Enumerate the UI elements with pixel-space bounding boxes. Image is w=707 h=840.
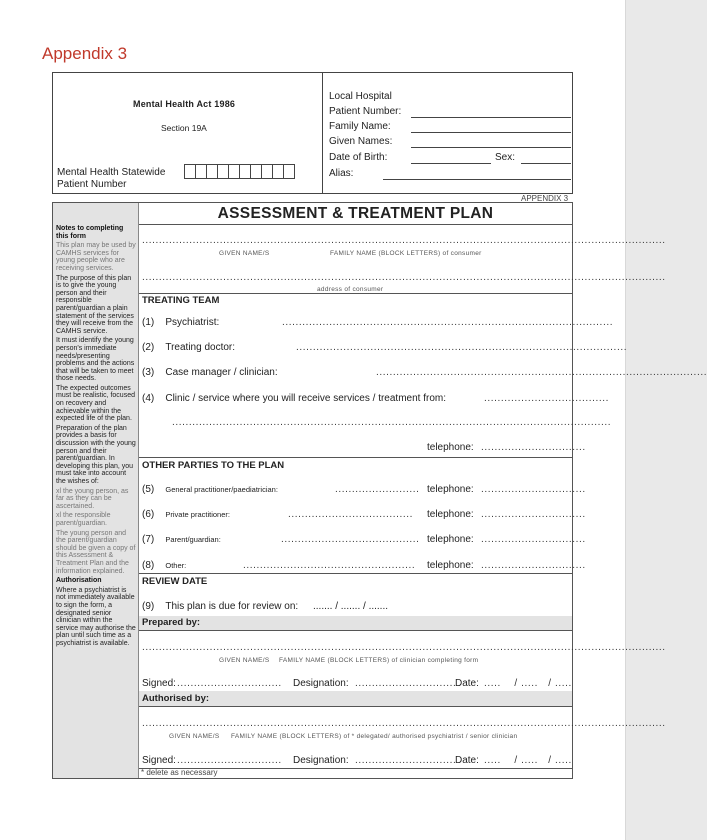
other-telephone-field[interactable]: ...............................	[481, 560, 586, 571]
telephone-label: telephone:	[427, 442, 474, 453]
note-paragraph: The expected outcomes must be realistic, focused on recovery and achievable within the expected life of the plan.	[56, 384, 135, 423]
patient-number-field[interactable]	[411, 117, 571, 118]
statewide-label	[57, 167, 165, 191]
treating-item-1	[142, 317, 219, 328]
authoriser-family-caption: FAMILY NAME (BLOCK LETTERS) of * delegated/ authorised psychiatrist / senior clinician	[231, 733, 518, 740]
psychiatrist-field[interactable]: ..................................................................................................	[282, 317, 614, 328]
note-paragraph: This plan may be used by CAMHS services for young people who are receiving services.	[56, 242, 136, 272]
authoriser-designation-label: Designation:	[293, 755, 349, 766]
act-section: Section 19A	[161, 123, 207, 133]
private-telephone-field[interactable]: ...............................	[481, 509, 586, 520]
item-label: Private practitioner:	[165, 510, 230, 519]
preparer-family-caption: FAMILY NAME (BLOCK LETTERS) of clinician completing form	[279, 657, 479, 664]
telephone-label: telephone:	[427, 534, 474, 545]
preparer-name-field[interactable]: ...........................................................................................................................................................	[142, 642, 666, 653]
authoriser-signature-field[interactable]: ...............................	[177, 755, 282, 766]
item-label: Treating doctor:	[165, 342, 236, 353]
note-paragraph: The purpose of this plan is to give the young person and their responsible parent/guardian a plain statement of the services they will receive from the CAMHS service.	[56, 274, 134, 335]
authoriser-name-field[interactable]: ...........................................................................................................................................................	[142, 718, 666, 729]
authoriser-given-caption: GIVEN NAME/S	[169, 733, 220, 740]
divider	[139, 293, 572, 294]
gp-telephone-field[interactable]: ...............................	[481, 484, 586, 495]
statewide-label-line2: Patient Number	[57, 179, 127, 190]
item-label: General practitioner/paediatrician:	[165, 485, 278, 494]
alias-field[interactable]	[383, 179, 571, 180]
item-label: This plan is due for review on:	[165, 601, 299, 612]
preparer-date-field[interactable]: ..... / ..... / .....	[484, 678, 572, 689]
authoriser-designation-field[interactable]: ..............................	[355, 755, 457, 766]
treating-doctor-field[interactable]: ..................................................................................................	[296, 342, 628, 353]
other-item-6	[142, 509, 230, 520]
item-number: (4)	[142, 393, 155, 404]
item-label: Clinic / service where you will receive services / treatment from:	[165, 393, 446, 404]
preparer-date-label: Date:	[455, 678, 479, 689]
item-label: Other:	[165, 561, 187, 570]
preparer-given-caption: GIVEN NAME/S	[219, 657, 270, 664]
sex-label: Sex:	[495, 152, 516, 163]
prepared-band	[139, 616, 572, 630]
divider	[139, 457, 572, 458]
review-item-9	[142, 601, 298, 612]
item-number: (9)	[142, 601, 155, 612]
note-paragraph: Preparation of the plan provides a basis for discussion with the young person and their parent/guardian. In developing this plan, you must take into account the wishes of:	[56, 424, 136, 485]
other-parties-heading: OTHER PARTIES TO THE PLAN	[142, 460, 285, 471]
case-manager-field[interactable]: ..................................................................................................	[376, 367, 707, 378]
note-paragraph: Where a psychiatrist is not immediately available to sign the form, a designated senior clinician within the service may authorise the plan until such time as a psychiatrist is available.	[56, 586, 136, 647]
private-practitioner-field[interactable]: .....................................	[288, 509, 413, 520]
clinic-telephone-field[interactable]: ...............................	[481, 442, 586, 453]
item-number: (2)	[142, 342, 155, 353]
hospital-panel	[325, 73, 573, 193]
assessment-form	[52, 202, 707, 779]
gp-field[interactable]: .........................	[335, 484, 420, 495]
other-item-5	[142, 484, 278, 495]
notes-heading: Notes to completing this form	[56, 225, 124, 240]
note-paragraph: The young person and the parent/guardian should be given a copy of this Assessment & Treatment Plan and the information explained.	[56, 529, 136, 575]
sex-field[interactable]	[521, 163, 571, 164]
dob-field[interactable]	[411, 163, 491, 164]
treating-item-3	[142, 367, 278, 378]
consumer-address-field[interactable]: ...........................................................................................................................................................	[142, 272, 666, 283]
dob-label: Date of Birth:	[329, 152, 388, 163]
item-number: (7)	[142, 534, 155, 545]
appendix-small-label: APPENDIX 3	[521, 194, 569, 203]
consumer-family-caption: FAMILY NAME (BLOCK LETTERS) of consumer	[330, 250, 482, 257]
given-names-label: Given Names:	[329, 136, 393, 147]
review-date-field[interactable]: ....... / ....... / .......	[313, 601, 389, 612]
statewide-label-line1: Mental Health Statewide	[57, 167, 166, 178]
consumer-name-field[interactable]: ...........................................................................................................................................................	[142, 235, 666, 246]
other-item-7	[142, 534, 221, 545]
preparer-signed-label: Signed:	[142, 678, 176, 689]
telephone-label: telephone:	[427, 560, 474, 571]
item-label: Case manager / clinician:	[165, 367, 278, 378]
other-party-field[interactable]: ...................................................	[243, 560, 416, 571]
act-panel	[53, 73, 323, 193]
telephone-label: telephone:	[427, 484, 474, 495]
act-title: Mental Health Act 1986	[133, 99, 236, 109]
divider	[139, 706, 572, 707]
alias-label: Alias:	[329, 168, 354, 179]
authoriser-date-label: Date:	[455, 755, 479, 766]
given-names-field[interactable]	[411, 147, 571, 148]
note-bullet: xl the responsible parent/guardian.	[56, 512, 111, 527]
divider	[139, 630, 572, 631]
treating-item-2	[142, 342, 235, 353]
patient-number-label: Patient Number:	[329, 106, 402, 117]
item-label: Psychiatrist:	[165, 317, 220, 328]
authorisation-heading: Authorisation	[56, 577, 102, 585]
treating-item-4	[142, 393, 446, 404]
divider	[139, 573, 572, 574]
authorised-heading: Authorised by:	[142, 693, 210, 704]
item-number: (3)	[142, 367, 155, 378]
note-bullet: xl the young person, as far as they can be ascertained.	[56, 487, 129, 510]
clinic-field[interactable]: .....................................	[484, 393, 609, 404]
divider	[139, 224, 572, 225]
footnote: * delete as necessary	[141, 768, 218, 777]
note-paragraph: It must identify the young person's immediate needs/presenting problems and the actions that will be taken to meet those needs.	[56, 337, 135, 383]
item-number: (1)	[142, 317, 155, 328]
consumer-given-caption: GIVEN NAME/S	[219, 250, 270, 257]
prepared-heading: Prepared by:	[142, 617, 201, 628]
statewide-number-boxes[interactable]	[184, 164, 294, 179]
preparer-signature-field[interactable]: ...............................	[177, 678, 282, 689]
header-box	[52, 72, 573, 194]
clinic-field-line2[interactable]: ..................................................................................................................................	[172, 417, 612, 428]
notes-sidebar	[53, 203, 139, 778]
appendix-title: Appendix 3	[42, 44, 128, 63]
other-item-8	[142, 560, 186, 571]
parent-guardian-field[interactable]: .........................................	[281, 534, 420, 545]
preparer-designation-label: Designation:	[293, 678, 349, 689]
consumer-address-caption: address of consumer	[317, 286, 384, 293]
form-title: ASSESSMENT & TREATMENT PLAN	[217, 205, 494, 222]
preparer-designation-field[interactable]: ..............................	[355, 678, 457, 689]
review-date-heading: REVIEW DATE	[142, 576, 208, 587]
form-main	[139, 203, 707, 778]
treating-team-heading: TREATING TEAM	[142, 295, 220, 306]
telephone-label: telephone:	[427, 509, 474, 520]
family-name-field[interactable]	[411, 132, 571, 133]
authoriser-date-field[interactable]: ..... / ..... / .....	[484, 755, 572, 766]
digit-box[interactable]	[283, 164, 295, 179]
parent-telephone-field[interactable]: ...............................	[481, 534, 586, 545]
item-number: (8)	[142, 560, 155, 571]
local-hospital-label: Local Hospital	[329, 91, 392, 102]
authoriser-signed-label: Signed:	[142, 755, 176, 766]
item-number: (6)	[142, 509, 155, 520]
family-name-label: Family Name:	[329, 121, 391, 132]
item-label: Parent/guardian:	[165, 535, 221, 544]
item-number: (5)	[142, 484, 155, 495]
